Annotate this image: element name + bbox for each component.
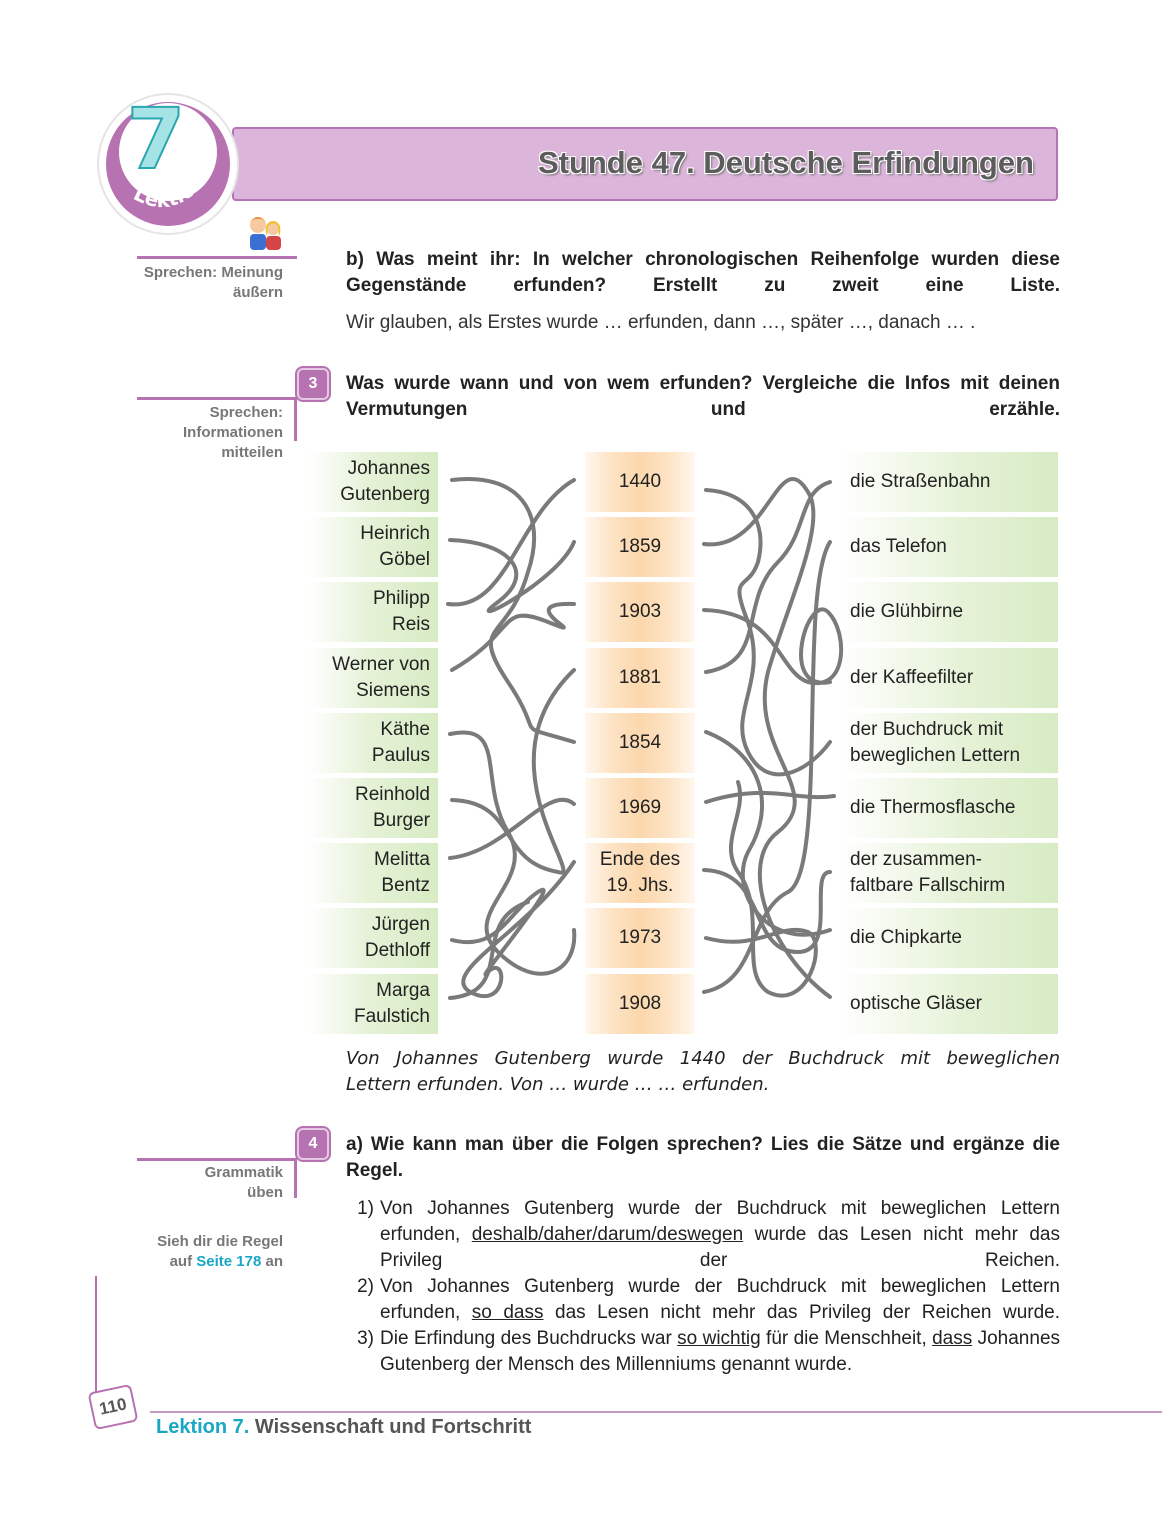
year-text: Ende des <box>599 849 681 871</box>
sidebar-rule <box>294 1158 297 1198</box>
connector-word: so wichtig <box>677 1328 761 1349</box>
name-text: Reinhold <box>355 784 430 805</box>
lesson-badge <box>90 88 250 238</box>
sentence-text: Von Johannes Gutenberg wurde der Buchdruck mit beweglichen Lettern erfunden, <box>380 1276 1060 1323</box>
name-text: Jürgen <box>371 914 430 936</box>
name-text: Burger <box>372 810 430 831</box>
sentence-item <box>346 1274 1060 1326</box>
task-4-question: a) Wie kann man über die Folgen sprechen? Lies die Sätze und ergänze die Regel. <box>346 1134 1060 1181</box>
invention-text: die Thermosflasche <box>850 797 1016 818</box>
sidebar-rule <box>137 1158 297 1161</box>
name-text: Gutenberg <box>340 484 430 505</box>
sidebar-rule <box>137 256 297 259</box>
sidebar-rule-reference: Sieh dir die Regel auf Seite 178 an <box>157 1233 283 1270</box>
sentence-number: 3) <box>357 1328 374 1349</box>
sentence-text: Die Erfindung des Buchdrucks war <box>380 1328 678 1349</box>
connector-word: deshalb/daher/darum/deswegen <box>471 1224 744 1245</box>
tangled-lines <box>308 452 1058 1032</box>
invention-text: faltbare Fallschirm <box>850 875 1006 897</box>
year-text: 1969 <box>618 797 662 818</box>
name-text: Johannes <box>347 458 430 479</box>
year-text: 19. Jhs. <box>606 875 674 897</box>
pair-work-icon <box>243 210 285 252</box>
name-text: Göbel <box>379 549 430 571</box>
sidebar-rule <box>137 397 297 400</box>
connector-word: dass <box>932 1328 973 1349</box>
sidebar-rule <box>294 397 297 441</box>
page-number: 110 <box>88 1384 139 1430</box>
sentence-item <box>346 1326 1060 1378</box>
footer-rule <box>150 1411 1162 1413</box>
invention-text: die Straßenbahn <box>850 471 991 492</box>
invention-text: die Glühbirne <box>850 601 964 623</box>
sentence-text: für die Menschheit, <box>760 1328 933 1349</box>
name-text: Philipp <box>372 588 430 610</box>
invention-text: beweglichen Lettern <box>850 744 1021 766</box>
name-text: Bentz <box>381 875 430 897</box>
year-text: 1859 <box>618 536 662 558</box>
name-text: Paulus <box>371 744 430 766</box>
task-2b-question: b) Was meint ihr: In welcher chronologischen Reihenfolge wurden diese Gegenstände erfunden? Erstellt zu zweit eine Liste. <box>346 249 1060 296</box>
year-text: 1908 <box>618 992 662 1014</box>
year-text: 1854 <box>618 731 662 753</box>
name-text: Siemens <box>356 679 430 701</box>
invention-text: optische Gläser <box>850 992 983 1014</box>
sentence-text: wurde das Lesen nicht mehr das Privileg der Reichen. <box>380 1224 1060 1271</box>
lesson-word: Lektion <box>129 169 210 213</box>
lesson-number: 7 <box>126 90 186 188</box>
sentence-item <box>346 1196 1060 1274</box>
sentence-text: Von Johannes Gutenberg wurde der Buchdruck mit beweglichen Lettern erfunden, <box>380 1198 1060 1245</box>
page-title: Stunde 47. Deutsche Erfindungen <box>537 145 1034 180</box>
name-text: Reis <box>391 614 430 636</box>
sentence-number: 1) <box>357 1198 374 1219</box>
year-text: 1440 <box>618 471 662 492</box>
title-banner <box>232 127 1058 201</box>
invention-text: die Chipkarte <box>850 927 962 949</box>
invention-text: das Telefon <box>850 536 947 558</box>
name-text: Melitta <box>374 849 430 871</box>
name-text: Werner von <box>332 653 430 675</box>
invention-text: der Buchdruck mit <box>850 718 1004 740</box>
task-3-question: Was wurde wann und von wem erfunden? Vergleiche die Infos mit deinen Vermutungen und erzähle. <box>346 373 1060 420</box>
invention-text: der Kaffeefilter <box>850 666 974 688</box>
name-text: Faulstich <box>353 1005 430 1027</box>
sentence-text: das Lesen nicht mehr das Privileg der Reichen wurde. <box>543 1302 1060 1323</box>
task-4-sentences <box>346 1196 1060 1378</box>
name-text: Käthe <box>380 718 430 740</box>
sentence-number: 2) <box>357 1276 374 1297</box>
invention-text: der zusammen- <box>850 849 982 871</box>
sidebar-label-grammar: Grammatik üben <box>204 1164 283 1201</box>
year-text: 1973 <box>618 927 662 949</box>
sidebar-label-speaking-opinion: Sprechen: Meinung äußern <box>143 264 283 301</box>
year-text: 1903 <box>618 601 662 623</box>
task-3-example-line1: Von Johannes Gutenberg wurde 1440 der Buchdruck mit beweglichen <box>346 1048 1060 1069</box>
connector-word: so dass <box>471 1302 544 1323</box>
task-2b-example: Wir glauben, als Erstes wurde … erfunden, dann …, später …, danach … . <box>346 312 976 333</box>
exercise-number-4: 4 <box>297 1128 329 1160</box>
year-text: 1881 <box>618 666 662 688</box>
name-text: Heinrich <box>360 523 430 545</box>
rule-page-link[interactable]: Seite 178 <box>196 1253 262 1270</box>
footer-caption: Lektion 7. Wissenschaft und Fortschritt <box>156 1416 532 1438</box>
exercise-number-3: 3 <box>297 368 329 400</box>
task-3-example-line2: Lettern erfunden. Von … wurde … … erfunden. <box>346 1074 770 1095</box>
name-text: Dethloff <box>364 940 430 962</box>
name-text: Marga <box>376 979 430 1001</box>
margin-rule <box>95 1276 97 1396</box>
sentence-text: Johannes Gutenberg der Mensch des Millenniums genannt wurde. <box>380 1328 1061 1375</box>
sidebar-label-speaking-info: Sprechen: Informationen mitteilen <box>183 404 283 461</box>
